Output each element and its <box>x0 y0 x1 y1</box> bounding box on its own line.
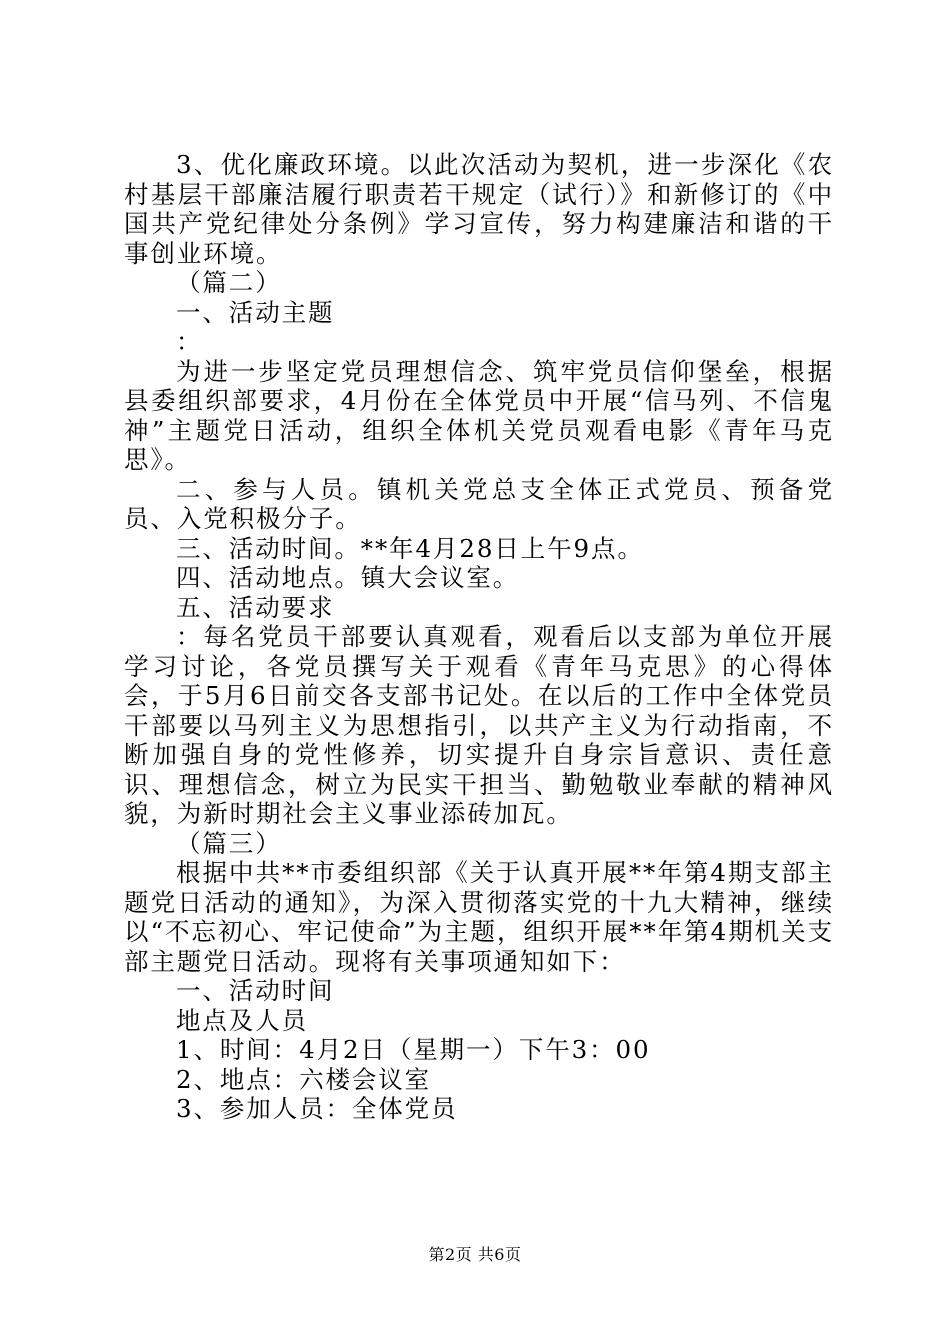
paragraph-requirements-body: ：每名党员干部要认真观看，观看后以支部为单位开展学习讨论，各党员撰写关于观看《青年马克思》的心得体会，于5月6日前交各支部书记处。在以后的工作中全体党员干部要以马列主义为思想指引，以共产主义为行动指南，不断加强自身的党性修养，切实提升自身宗旨意识、责任意识、理想信念，树立为民实干担当、勤勉敬业奉献的精神风貌，为新时期社会主义事业添砖加瓦。 <box>124 622 834 828</box>
paragraph-clean-governance: 3、优化廉政环境。以此次活动为契机，进一步深化《农村基层干部廉洁履行职责若干规定（试行）》和新修订的《中国共产党纪律处分条例》学习宣传，努力构建廉洁和谐的干事创业环境。 <box>124 150 834 268</box>
page-number-footer: 第2页 共6页 <box>428 1245 522 1264</box>
list-item-location: 2、地点：六楼会议室 <box>176 1064 432 1094</box>
section-heading-part-three: （篇三） <box>176 828 282 858</box>
heading-activity-time: 一、活动时间 <box>176 976 335 1005</box>
paragraph-activity-location: 四、活动地点。镇大会议室。 <box>176 563 520 592</box>
section-heading-part-two: （篇二） <box>176 268 282 297</box>
heading-location-and-people: 地点及人员 <box>176 1005 308 1035</box>
paragraph-notice-intro: 根据中共**市委组织部《关于认真开展**年第4期支部主题党日活动的通知》，为深入贯彻落实党的十九大精神，继续以“不忘初心、牢记使命”为主题，组织开展**年第4期机关支部主题党日活动。现将有关事项通知如下： <box>124 858 834 976</box>
document-body <box>124 150 834 1124</box>
paragraph-participants: 二、参与人员。镇机关党总支全体正式党员、预备党员、入党积极分子。 <box>124 474 834 533</box>
heading-activity-requirements: 五、活动要求 <box>176 592 335 622</box>
paragraph-activity-time: 三、活动时间。**年4月28日上午9点。 <box>176 533 644 563</box>
list-item-time: 1、时间：4月2日（星期一）下午3：00 <box>176 1035 651 1064</box>
paragraph-theme-body: 为进一步坚定党员理想信念、筑牢党员信仰堡垒，根据县委组织部要求，4月份在全体党员中开展“信马列、不信鬼神”主题党日活动，组织全体机关党员观看电影《青年马克思》。 <box>124 356 834 474</box>
colon-line: ： <box>176 327 203 356</box>
heading-activity-theme: 一、活动主题 <box>176 297 335 327</box>
list-item-participants: 3、参加人员：全体党员 <box>176 1094 458 1123</box>
